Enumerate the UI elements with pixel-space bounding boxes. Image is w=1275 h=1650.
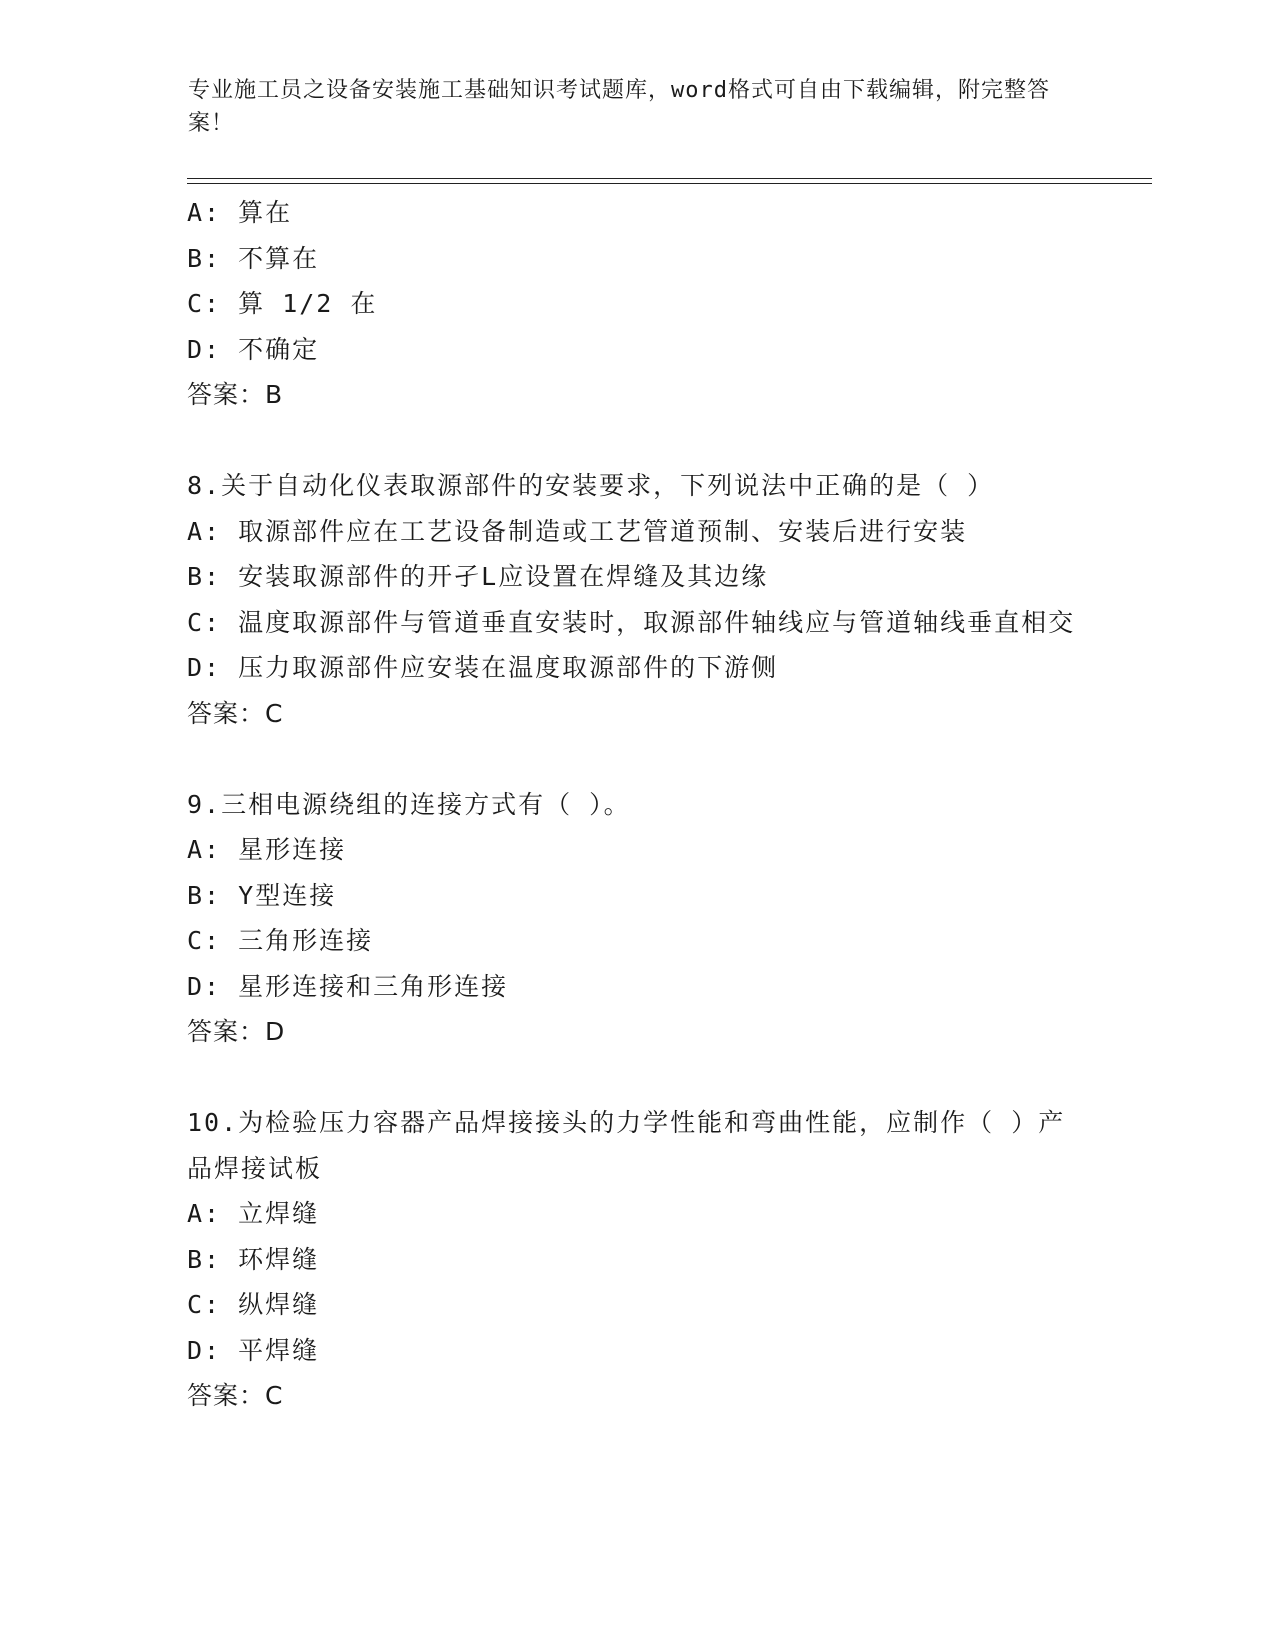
spacer bbox=[187, 736, 1092, 782]
question-block-8 bbox=[187, 463, 1092, 736]
question-block-9 bbox=[187, 782, 1092, 1055]
answer: 答案：D bbox=[187, 1017, 286, 1046]
question-block-prev bbox=[187, 190, 1092, 418]
option-a: A: 星形连接 bbox=[187, 835, 347, 864]
option-d: D: 不确定 bbox=[187, 334, 320, 364]
option-c: C: 算 1/2 在 bbox=[187, 289, 378, 318]
option-b: B: 安装取源部件的开孑L应设置在焊缝及其边缘 bbox=[187, 562, 769, 591]
spacer bbox=[187, 1055, 1092, 1101]
option-b: B: 不算在 bbox=[187, 243, 320, 273]
answer: 答案：B bbox=[187, 380, 284, 409]
question-stem: 9.三相电源绕组的连接方式有（ ）。 bbox=[187, 789, 631, 819]
option-a: A: 立焊缝 bbox=[187, 1199, 320, 1228]
option-b: B: Y型连接 bbox=[187, 880, 337, 910]
option-a: A: 算在 bbox=[187, 198, 293, 227]
option-c: C: 温度取源部件与管道垂直安装时，取源部件轴线应与管道轴线垂直相交 bbox=[187, 607, 1076, 637]
option-d: D: 星形连接和三角形连接 bbox=[187, 971, 509, 1001]
spacer bbox=[187, 418, 1092, 464]
question-stem: 10.为检验压力容器产品焊接接头的力学性能和弯曲性能，应制作（ ）产品焊接试板 bbox=[187, 1108, 1066, 1183]
option-c: C: 纵焊缝 bbox=[187, 1290, 320, 1319]
option-c: C: 三角形连接 bbox=[187, 926, 374, 955]
option-d: D: 压力取源部件应安装在温度取源部件的下游侧 bbox=[187, 653, 779, 682]
answer: 答案：C bbox=[187, 698, 284, 728]
option-d: D: 平焊缝 bbox=[187, 1335, 320, 1365]
header-rule-top bbox=[187, 178, 1152, 179]
header-rule-bottom bbox=[187, 183, 1152, 184]
question-stem: 8.关于自动化仪表取源部件的安装要求，下列说法中正确的是（ ） bbox=[187, 471, 995, 500]
answer: 答案：C bbox=[187, 1381, 284, 1410]
document-header: 专业施工员之设备安装施工基础知识考试题库，word格式可自由下载编辑，附完整答案！ bbox=[188, 78, 1050, 136]
option-a: A: 取源部件应在工艺设备制造或工艺管道预制、安装后进行安装 bbox=[187, 516, 968, 546]
question-list bbox=[187, 190, 1092, 1419]
question-block-10 bbox=[187, 1100, 1092, 1419]
option-b: B: 环焊缝 bbox=[187, 1244, 320, 1274]
